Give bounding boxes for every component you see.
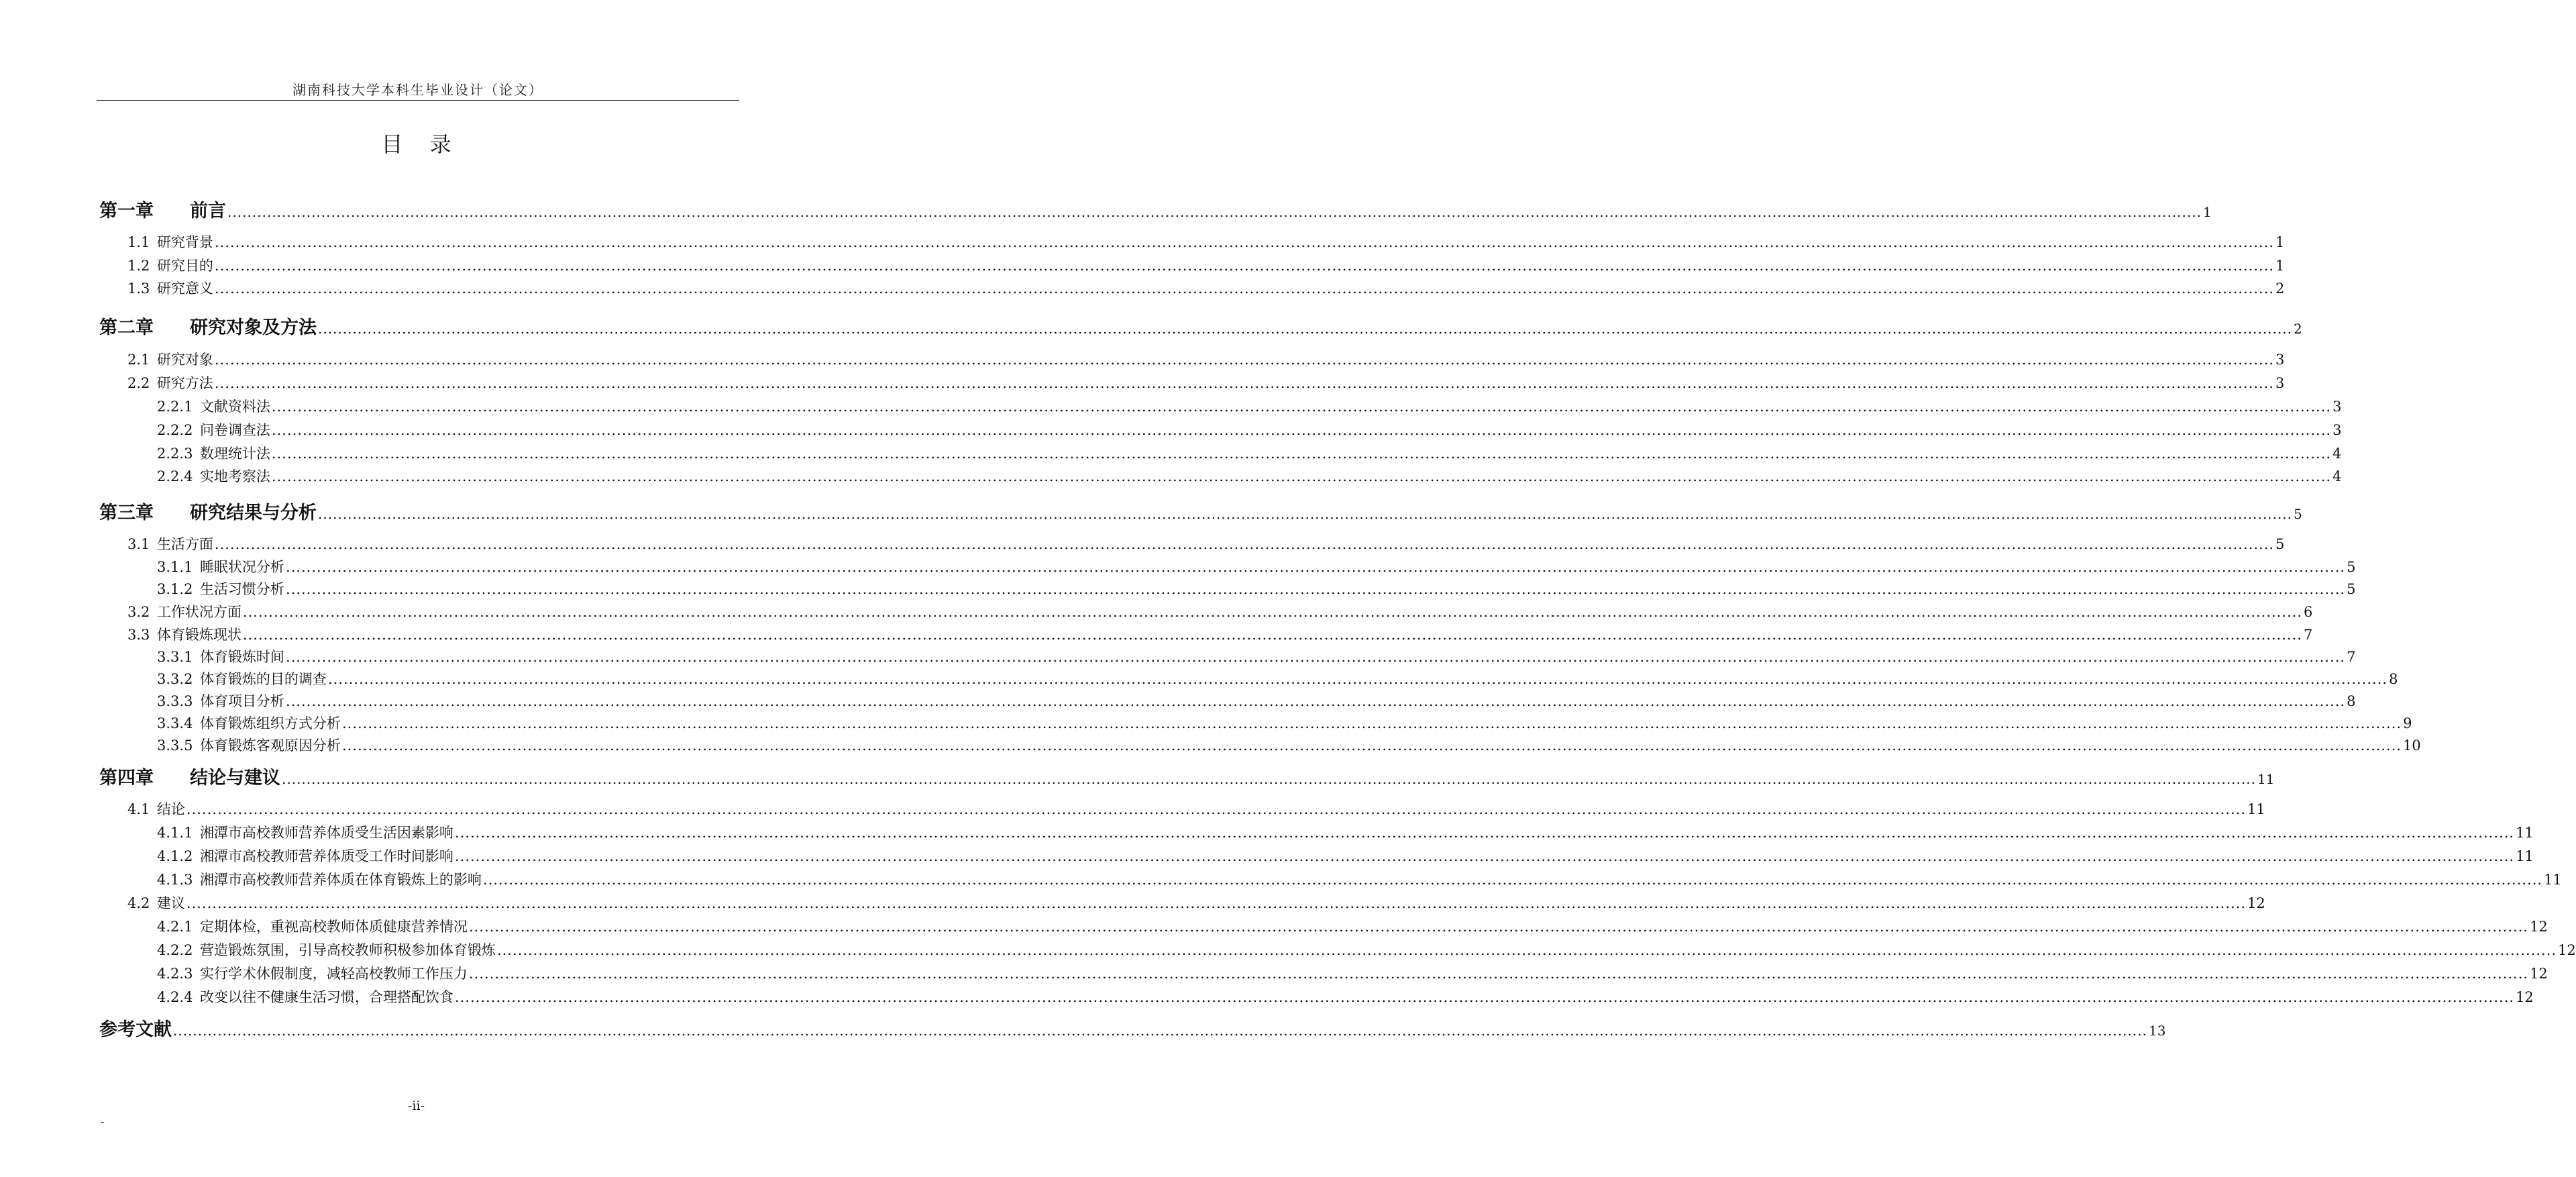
toc-entry-page: 11 xyxy=(2257,771,2275,787)
dot-leader: ................................................................................................................................................................................................................................................................................................................................................................................................................ xyxy=(214,280,2275,297)
toc-entry-number: 1.1 xyxy=(127,234,150,250)
toc-entry-number: 4.1 xyxy=(127,801,150,817)
footer-mark: - xyxy=(101,1115,105,1128)
toc-entry-page: 11 xyxy=(2544,872,2562,888)
toc-entry-number: 3.3.1 xyxy=(157,649,193,665)
toc-entry-number: 2.1 xyxy=(127,352,150,368)
toc-entry-page: 7 xyxy=(2304,627,2313,643)
toc-entry xyxy=(157,986,2534,1007)
toc-entry-number: 4.1.3 xyxy=(157,872,193,888)
toc-entry-label: 研究结果与分析 xyxy=(190,503,317,523)
toc-entry-label: 研究意义 xyxy=(156,280,213,297)
toc-entry xyxy=(127,278,2285,298)
toc-entry-number: 第三章 xyxy=(99,503,154,523)
toc-entry-page: 5 xyxy=(2293,506,2302,522)
toc-entry-label: 研究方法 xyxy=(156,375,213,391)
toc-entry-label: 研究对象 xyxy=(156,352,213,368)
toc-entry-label: 营造锻炼氛围，引导高校教师积极参加体育锻炼 xyxy=(199,942,496,958)
toc-chapter-entry xyxy=(99,763,2275,789)
dot-leader: ................................................................................................................................................................................................................................................................................................................................................................................................................ xyxy=(285,649,2346,665)
toc-entry xyxy=(127,255,2285,275)
dot-leader: ................................................................................................................................................................................................................................................................................................................................................................................................................ xyxy=(285,693,2346,709)
toc-entry-page: 12 xyxy=(2530,966,2548,982)
toc-entry-number: 3.2 xyxy=(127,604,150,620)
toc-entry-number: 2.2 xyxy=(127,375,150,391)
toc-chapter-entry xyxy=(99,313,2302,339)
toc-entry xyxy=(157,869,2562,889)
toc-entry-label: 研究背景 xyxy=(156,234,213,250)
dot-leader: ................................................................................................................................................................................................................................................................................................................................................................................................................ xyxy=(285,559,2346,575)
toc-entry xyxy=(157,668,2398,688)
toc-entry-page: 1 xyxy=(2275,258,2285,274)
dot-leader: ................................................................................................................................................................................................................................................................................................................................................................................................................ xyxy=(454,848,2515,864)
toc-entry xyxy=(127,601,2313,621)
toc-entry-label: 建议 xyxy=(156,895,185,911)
toc-entry xyxy=(157,713,2412,733)
toc-entry-number: 4.2.3 xyxy=(157,966,193,982)
toc-entry xyxy=(157,939,2576,960)
toc-entry-page: 10 xyxy=(2403,737,2421,754)
toc-entry-number: 4.1.2 xyxy=(157,848,193,864)
toc-entry xyxy=(157,916,2548,936)
toc-entry-label: 体育锻炼客观原因分析 xyxy=(199,737,341,754)
toc-entry-label: 改变以往不健康生活习惯，合理搭配饮食 xyxy=(199,989,453,1005)
toc-entry-page: 1 xyxy=(2275,234,2285,250)
toc-entry-label: 研究对象及方法 xyxy=(190,317,317,338)
toc-entry xyxy=(157,735,2421,755)
dot-leader: ................................................................................................................................................................................................................................................................................................................................................................................................................ xyxy=(214,258,2275,274)
toc-entry xyxy=(127,232,2285,252)
toc-entry-page: 1 xyxy=(2202,204,2212,220)
dot-leader: ................................................................................................................................................................................................................................................................................................................................................................................................................ xyxy=(282,771,2256,787)
toc-entry xyxy=(127,372,2285,393)
toc-entry-page: 5 xyxy=(2275,536,2285,552)
toc-entry-page: 9 xyxy=(2403,715,2412,731)
running-header: 湖南科技大学本科生毕业设计（论文） xyxy=(292,82,543,98)
toc-entry-page: 3 xyxy=(2332,399,2342,415)
dot-leader: ................................................................................................................................................................................................................................................................................................................................................................................................................ xyxy=(227,204,2202,220)
toc-entry xyxy=(157,963,2548,983)
toc-entry-page: 8 xyxy=(2347,693,2356,709)
toc-entry xyxy=(157,419,2342,440)
dot-leader: ................................................................................................................................................................................................................................................................................................................................................................................................................ xyxy=(186,895,2247,911)
toc-entry-number: 4.2.2 xyxy=(157,942,193,958)
toc-entry-number: 第二章 xyxy=(99,317,154,338)
toc-entry-page: 2 xyxy=(2275,280,2285,297)
toc-entry-label: 实地考察法 xyxy=(199,468,270,484)
toc-entry-number: 3.3 xyxy=(127,627,150,643)
dot-leader: ................................................................................................................................................................................................................................................................................................................................................................................................................ xyxy=(327,671,2388,687)
dot-leader: ................................................................................................................................................................................................................................................................................................................................................................................................................ xyxy=(318,506,2292,522)
toc-entry xyxy=(157,396,2342,416)
toc-entry-label: 研究目的 xyxy=(156,258,213,274)
toc-entry-number: 4.2.1 xyxy=(157,919,193,935)
dot-leader: ................................................................................................................................................................................................................................................................................................................................................................................................................ xyxy=(186,801,2247,817)
toc-entry-label: 数理统计法 xyxy=(199,446,270,462)
toc-entry-label: 湘潭市高校教师营养体质受生活因素影响 xyxy=(199,825,453,841)
toc-entry-label: 湘潭市高校教师营养体质受工作时间影响 xyxy=(199,848,453,864)
toc-chapter-entry xyxy=(99,196,2212,222)
toc-entry-label: 实行学术休假制度，减轻高校教师工作压力 xyxy=(199,966,468,982)
toc-entry xyxy=(127,533,2285,554)
toc-chapter-entry xyxy=(99,498,2302,524)
dot-leader: ................................................................................................................................................................................................................................................................................................................................................................................................................ xyxy=(271,468,2332,484)
toc-entry xyxy=(127,799,2265,819)
toc-entry-page: 3 xyxy=(2332,422,2342,438)
toc-entry-label: 体育锻炼组织方式分析 xyxy=(199,715,341,731)
toc-entry-page: 11 xyxy=(2516,848,2534,864)
toc-entry-page: 12 xyxy=(2558,942,2576,958)
toc-entry-page: 4 xyxy=(2332,446,2342,462)
toc-entry-label: 体育锻炼现状 xyxy=(156,627,241,643)
toc-entry-number: 3.1.2 xyxy=(157,581,193,597)
toc-entry-label: 前言 xyxy=(190,201,226,221)
toc-entry-label: 生活习惯分析 xyxy=(199,581,284,597)
toc-entry xyxy=(157,556,2356,576)
toc-entry-page: 12 xyxy=(2247,895,2265,911)
toc-entry-page: 7 xyxy=(2347,649,2356,665)
toc-entry xyxy=(157,443,2342,463)
dot-leader: ................................................................................................................................................................................................................................................................................................................................................................................................................ xyxy=(214,234,2275,250)
toc-entry-number: 3.1 xyxy=(127,536,150,552)
toc-chapter-entry xyxy=(99,1015,2166,1041)
dot-leader: ................................................................................................................................................................................................................................................................................................................................................................................................................ xyxy=(242,604,2303,620)
toc-entry-label: 工作状况方面 xyxy=(156,604,241,620)
toc-entry-number: 2.2.4 xyxy=(157,468,193,484)
dot-leader: ................................................................................................................................................................................................................................................................................................................................................................................................................ xyxy=(468,919,2529,935)
dot-leader: ................................................................................................................................................................................................................................................................................................................................................................................................................ xyxy=(285,581,2346,597)
toc-entry xyxy=(157,646,2356,666)
toc-entry-page: 5 xyxy=(2347,559,2356,575)
toc-entry xyxy=(127,624,2313,644)
toc-entry-number: 3.3.3 xyxy=(157,693,193,709)
toc-entry-page: 3 xyxy=(2275,352,2285,368)
dot-leader: ................................................................................................................................................................................................................................................................................................................................................................................................................ xyxy=(214,536,2275,552)
dot-leader: ................................................................................................................................................................................................................................................................................................................................................................................................................ xyxy=(214,352,2275,368)
dot-leader: ................................................................................................................................................................................................................................................................................................................................................................................................................ xyxy=(318,321,2292,337)
dot-leader: ................................................................................................................................................................................................................................................................................................................................................................................................................ xyxy=(242,627,2303,643)
toc-entry-page: 12 xyxy=(2516,989,2534,1005)
toc-entry-label: 体育锻炼时间 xyxy=(199,649,284,665)
toc-entry-page: 12 xyxy=(2530,919,2548,935)
toc-entry-label: 体育项目分析 xyxy=(199,693,284,709)
page-number: -ii- xyxy=(408,1098,425,1113)
page-title: 目 录 xyxy=(381,132,451,157)
toc-entry-number: 第四章 xyxy=(99,768,154,788)
toc-entry xyxy=(157,690,2356,711)
dot-leader: ................................................................................................................................................................................................................................................................................................................................................................................................................ xyxy=(454,825,2515,841)
toc-entry xyxy=(157,466,2342,486)
dot-leader: ................................................................................................................................................................................................................................................................................................................................................................................................................ xyxy=(454,989,2515,1005)
toc-entry-page: 11 xyxy=(2516,825,2534,841)
toc-entry-page: 2 xyxy=(2293,321,2302,337)
toc-entry-number: 4.2.4 xyxy=(157,989,193,1005)
toc-entry-number: 1.2 xyxy=(127,258,150,274)
toc-entry-page: 3 xyxy=(2275,375,2285,391)
toc-entry-label: 体育锻炼的目的调查 xyxy=(199,671,327,687)
toc-entry-number: 3.1.1 xyxy=(157,559,193,575)
toc-entry xyxy=(157,846,2534,866)
toc-entry-number: 3.3.4 xyxy=(157,715,193,731)
dot-leader: ................................................................................................................................................................................................................................................................................................................................................................................................................ xyxy=(271,399,2332,415)
dot-leader: ................................................................................................................................................................................................................................................................................................................................................................................................................ xyxy=(271,422,2332,438)
toc-entry-label: 文献资料法 xyxy=(199,399,270,415)
toc-entry-number: 4.1.1 xyxy=(157,825,193,841)
toc-entry-number: 3.3.2 xyxy=(157,671,193,687)
toc-entry-label: 定期体检，重视高校教师体质健康营养情况 xyxy=(199,919,468,935)
toc-entry-label: 结论与建议 xyxy=(190,768,280,788)
toc-entry-page: 5 xyxy=(2347,581,2356,597)
toc-entry-label: 睡眠状况分析 xyxy=(199,559,284,575)
dot-leader: ................................................................................................................................................................................................................................................................................................................................................................................................................ xyxy=(496,942,2557,958)
toc-entry-page: 6 xyxy=(2304,604,2313,620)
dot-leader: ................................................................................................................................................................................................................................................................................................................................................................................................................ xyxy=(341,737,2402,754)
toc-entry-number: 4.2 xyxy=(127,895,150,911)
toc-entry-page: 11 xyxy=(2247,801,2265,817)
toc-entry-number: 第一章 xyxy=(99,201,154,221)
toc-entry-number: 1.3 xyxy=(127,280,150,297)
toc-entry-page: 13 xyxy=(2148,1023,2166,1039)
toc-entry-number: 3.3.5 xyxy=(157,737,193,754)
toc-entry-label: 湘潭市高校教师营养体质在体育锻炼上的影响 xyxy=(199,872,482,888)
toc-entry-label: 生活方面 xyxy=(156,536,213,552)
toc-entry xyxy=(157,578,2356,599)
toc-entry-page: 8 xyxy=(2389,671,2398,687)
toc-entry-number: 2.2.3 xyxy=(157,446,193,462)
toc-entry-number: 2.2.2 xyxy=(157,422,193,438)
toc-entry-number: 2.2.1 xyxy=(157,399,193,415)
toc-entry xyxy=(127,892,2265,913)
toc-entry-label: 问卷调查法 xyxy=(199,422,270,438)
toc-entry xyxy=(157,822,2534,842)
toc-entry-page: 4 xyxy=(2332,468,2342,484)
toc-entry xyxy=(127,349,2285,369)
toc-entry-label: 结论 xyxy=(156,801,185,817)
dot-leader: ................................................................................................................................................................................................................................................................................................................................................................................................................ xyxy=(271,446,2332,462)
dot-leader: ................................................................................................................................................................................................................................................................................................................................................................................................................ xyxy=(341,715,2402,731)
dot-leader: ................................................................................................................................................................................................................................................................................................................................................................................................................ xyxy=(173,1023,2147,1039)
dot-leader: ................................................................................................................................................................................................................................................................................................................................................................................................................ xyxy=(482,872,2543,888)
toc-entry-label: 参考文献 xyxy=(99,1019,172,1040)
dot-leader: ................................................................................................................................................................................................................................................................................................................................................................................................................ xyxy=(214,375,2275,391)
dot-leader: ................................................................................................................................................................................................................................................................................................................................................................................................................ xyxy=(468,966,2529,982)
